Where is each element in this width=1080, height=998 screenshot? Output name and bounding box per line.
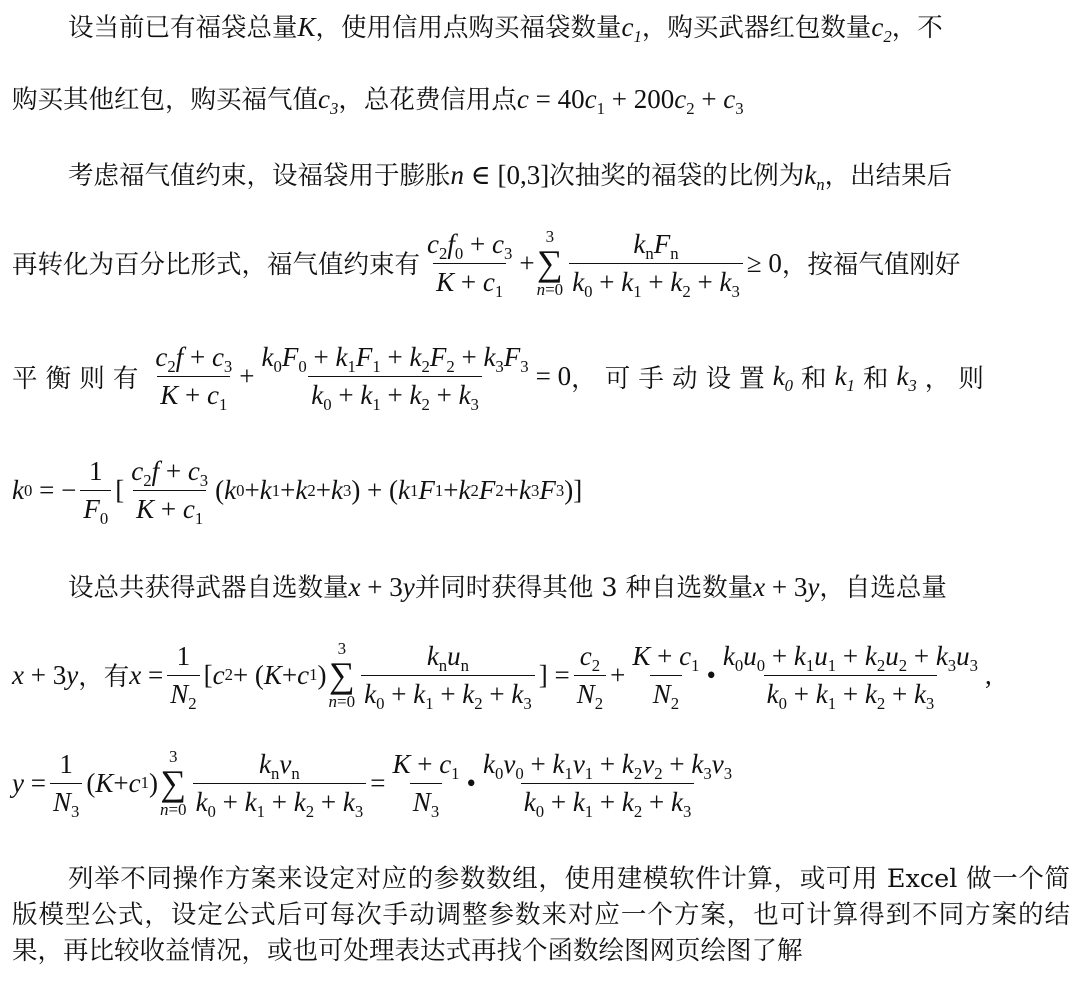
math-x3y: x + 3y (348, 572, 415, 602)
p2-line2 (12, 227, 1070, 301)
text-span: 并同时获得其他 3 种自选数量 (414, 573, 754, 603)
text-span: ， 则 (924, 363, 984, 394)
x-formula: x = $\frac{1}{N_2}$ [ c 2 + ( K + c 1 ) 3 ∑ n=0 $\frac{k_nu_n}{k_0 + k_1 + k_2 + k_3}$ ] = $\frac{c_2}{N_2}$ + $\frac{K + c_1}{N_2}$ • $\frac{k_0u_0 + k_1u_1 + k_2u_2 + k_3u_3}{k_0 + k_1 + k_2 + k_3}$ , (129, 639, 992, 713)
math-x3y: x + 3y (753, 572, 820, 602)
math-k1: $k_1$ (834, 361, 855, 395)
text-span: ，自选总量 (819, 573, 947, 603)
text-span: 和 (862, 363, 889, 394)
p3-line2 (12, 639, 1070, 713)
text-span: 设当前已有福袋总量 (68, 13, 298, 43)
math-k3: $k_3$ (896, 361, 917, 395)
p4-paragraph (12, 861, 1070, 969)
text-span: ，按福气值刚好 (781, 250, 961, 280)
text-span: 再转化为百分比形式，福气值约束有 (12, 250, 421, 280)
math-c3: $c_3$ (318, 84, 339, 118)
math-kn: $k_n$ (804, 160, 825, 194)
math-c1: $c_1$ (621, 12, 642, 46)
math-c2: $c_2$ (871, 12, 892, 46)
k0-formula: k 0 = − $\frac{1}{F_0}$ [ $\frac{c_2f + c_3}{K + c_1}$ ( k 0 + k 1 + k 2 + k 3 ) + ( k 1 F 1 + k 2 F 2 + k 3 F 3 )] (12, 456, 583, 528)
text-span: ， 可 手 动 设 置 (571, 363, 765, 394)
cost-formula: $c = 40c_1 + 200c_2 + c_3$ (516, 84, 744, 118)
p1-line2 (12, 80, 1070, 116)
text-span: ，有 (78, 662, 130, 692)
balance-formula: $\frac{c_2f + c_3}{K + c_1}$ + $\frac{k_0F_0 + k_1F_1 + k_2F_2 + k_3F_3}{k_0 + k_1 + k_2 + k_3}$ = 0 (155, 342, 572, 414)
math-n-range: n ∈ [0,3] (450, 160, 550, 190)
text-span: ，购买武器红包数量 (641, 13, 872, 43)
math-K: K (297, 12, 316, 42)
text-span: 考虑福气值约束，设福袋用于膨胀 (68, 161, 451, 191)
text-span: 列举不同操作方案来设定对应的参数数组，使用建模软件计算，或可用 Excel 做一个简版模型公式，设定公式后可每次手动调整参数来对应一个方案，也可计算得到不同方案的结果，再比较收益情况，或也可处理表达式再找个函数绘图网页绘图了解 (12, 864, 1070, 966)
text-span: ，不 (891, 13, 943, 43)
p2-line1 (12, 156, 1070, 192)
y-formula: y = $\frac{1}{N_3}$ ( K + c 1 ) 3 ∑ n=0 $\frac{k_nv_n}{k_0 + k_1 + k_2 + k_3}$ = $\frac{K + c_1}{N_3}$ • $\frac{k_0v_0 + k_1v_1 + k_2v_2 + k_3v_3}{k_0 + k_1 + k_2 + k_3}$ (12, 747, 733, 821)
text-span: 平 衡 则 有 (12, 363, 139, 394)
math-x3y: x + 3y (12, 659, 79, 690)
p3-line1 (12, 568, 1070, 604)
text-span: 和 (801, 363, 827, 394)
p2-line3 (12, 342, 1070, 414)
math-k0: $k_0$ (772, 361, 794, 395)
text-span: 购买其他红包，购买福气值 (12, 85, 319, 115)
text-span: ，总花费信用点 (338, 85, 517, 115)
p1-line1 (12, 8, 1070, 44)
text-span: 设总共获得武器自选数量 (68, 573, 349, 603)
luck-constraint-formula: $\frac{c_2f_0 + c_3}{K + c_1}$ + 3 ∑ n=0 $\frac{k_nF_n}{k_0 + k_1 + k_2 + k_3}$ ≥ 0 (427, 227, 782, 301)
text-span: ，使用信用点购买福袋数量 (315, 13, 622, 43)
text-span: ，出结果后 (824, 161, 953, 191)
text-span: 次抽奖的福袋的比例为 (549, 161, 805, 191)
